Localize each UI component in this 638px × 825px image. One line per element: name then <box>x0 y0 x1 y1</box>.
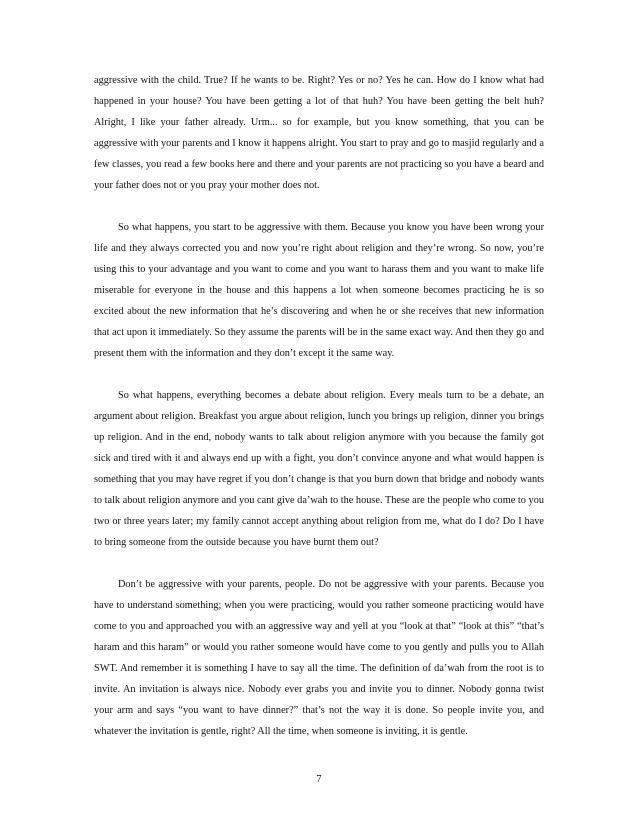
page-number: 7 <box>316 774 322 785</box>
paragraph-1: aggressive with the child. True? If he wants to be. Right? Yes or no? Yes he can. How do I know what had happened in your house? You have been getting a lot of that huh? You have been getting the belt huh? Alright, I like your father already. Urm... so for example, but you know something, that you can be aggressive with your parents and I know it happens alright. You start to pray and go to masjid regularly and a few classes, you read a few books here and there and your parents are not practicing so you have a beard and your father does not or you pray your mother does not. <box>94 75 544 191</box>
paragraph-3: So what happens, everything becomes a debate about religion. Every meals turn to be a debate, an argument about religion. Breakfast you argue about religion, lunch you brings up religion, dinner you brings up religion. And in the end, nobody wants to talk about religion anymore with you because the family got sick and tired with it and always end up with a fight, you don’t convince anyone and what would happen is something that you may have regret if you don’t change is that you burn down that bridge and nobody wants to talk about religion anymore and you cant give da’wah to the house. These are the people who come to you two or three years later; my family cannot accept anything about religion from me, what do I do? Do I have to bring someone from the outside because you have burnt them out? <box>94 390 544 548</box>
paragraph-2: So what happens, you start to be aggressive with them. Because you know you have been wrong your life and they always corrected you and now you’re right about religion and they’re wrong. So now, you’re using this to your advantage and you want to come and you want to harass them and you want to make life miserable for everyone in the house and this happens a lot when someone becomes practicing he is so excited about the new information that he’s discovering and when he or she receives that new information that act upon it immediately. So they assume the parents will be in the same exact way. And then they go and present them with the information and they don’t except it the same way. <box>94 222 544 359</box>
paragraph-4: Don’t be aggressive with your parents, people. Do not be aggressive with your parents. Because you have to understand something; when you were practicing, would you rather someone practicing would have come to you and approached you with an aggressive way and yell at you “look at that” “look at this” “that’s haram and this haram” or would you rather someone would have come to you gently and pulls you to Allah SWT. And remember it is something I have to say all the time. The definition of da’wah from the root is to invite. An invitation is always nice. Nobody ever grabs you and invite you to dinner. Nobody gonna twist your arm and says “you want to have dinner?” that’s not the way it is done. So people invite you, and whatever the invitation is gentle, right? All the time, when someone is inviting, it is gentle. <box>94 579 544 737</box>
page-body <box>94 70 544 742</box>
